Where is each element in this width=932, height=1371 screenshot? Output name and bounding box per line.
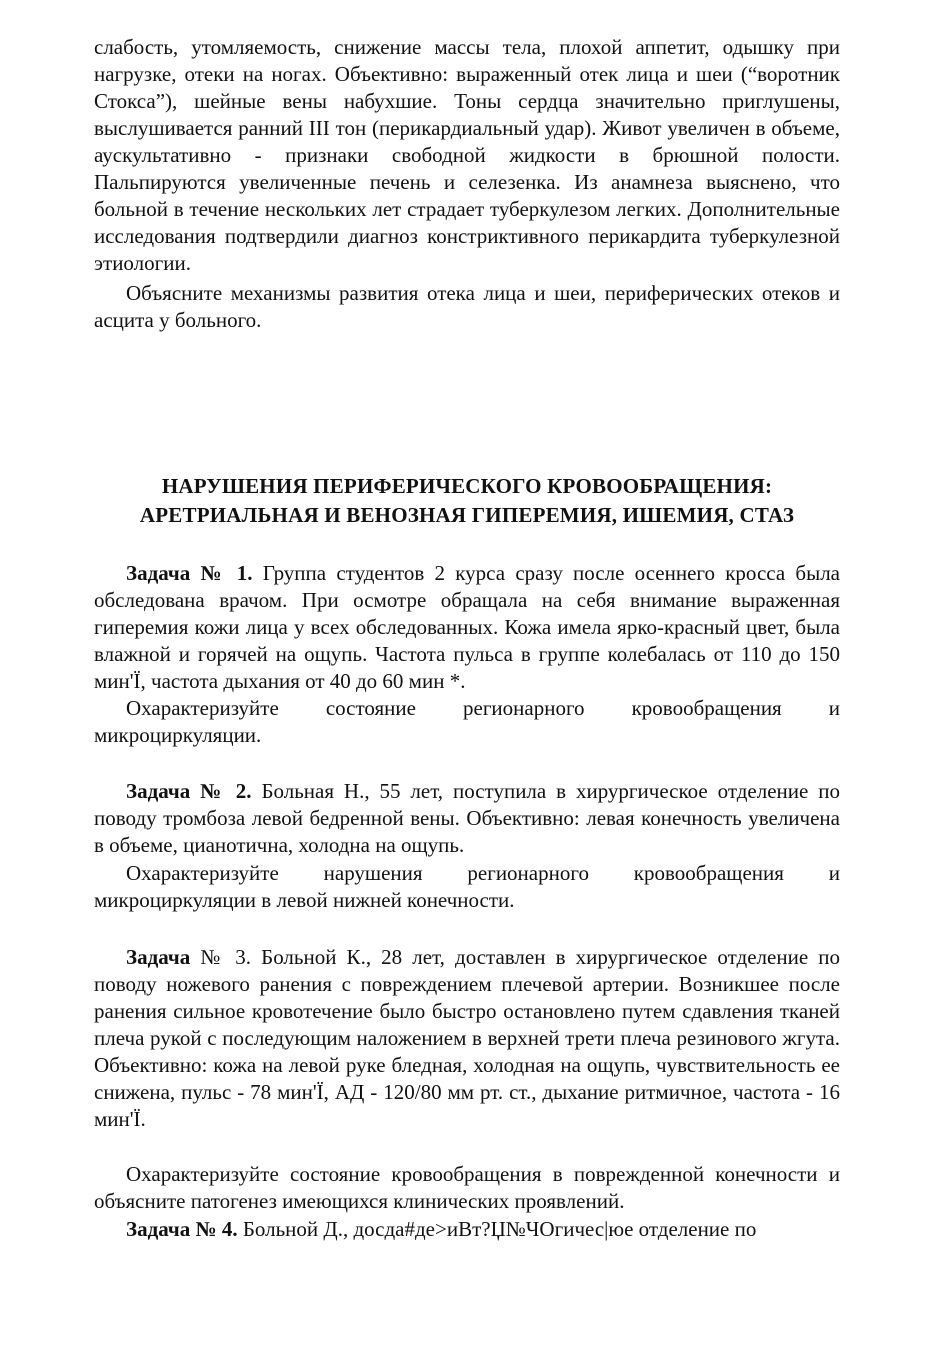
section-title (94, 472, 840, 530)
task-4-text (94, 1216, 840, 1243)
task-3-body: № 3. Больной К., 28 лет, доставлен в хирургическое отделение по поводу ножевого ранения с повреждением плечевой артерии. Возникшее после ранения сильное кровотечение было быстро остановлено путем сдавления тканей плеча рукой с последующим наложением в верхней трети плеча резинового жгута. Объективно: кожа на левой руке бледная, холодная на ощупь, чувствительность ее снижена, пульс - 78 мин'Ї, АД - 120/80 мм рт. ст., дыхание ритмичное, частота - 16 мин'Ї. (94, 945, 840, 1131)
task-1-label: Задача № 1. (126, 561, 253, 585)
task-4-label: Задача № 4. (126, 1217, 238, 1241)
task-1-question: Охарактеризуйте состояние регионарного кровообращения и микроциркуляции. (94, 696, 840, 747)
task-1-text (94, 560, 840, 695)
task-3-label: Задача (126, 945, 191, 969)
task-2-body: Больная Н., 55 лет, поступила в хирургическое отделение по поводу тромбоза левой бедренной вены. Объективно: левая конечность увеличена в объеме, цианотична, холодна на ощупь. (94, 779, 841, 857)
section-title-line-1: НАРУШЕНИЯ ПЕРИФЕРИЧЕСКОГО КРОВООБРАЩЕНИЯ: (161, 474, 773, 498)
case-continuation-text: слабость, утомляемость, снижение массы тела, плохой аппетит, одышку при нагрузке, отеки на ногах. Объективно: выраженный отек лица и шеи (“воротник Стокса”), шейные вены набухшие. Тоны сердца значительно приглушены, выслушивается ранний III тон (перикардиальный удар). Живот увеличен в объеме, аускультативно - признаки свободной жидкости в брюшной полости. Пальпируются увеличенные печень и селезенка. Из анамнеза выяснено, что больной в течение нескольких лет страдает туберкулезом легких. Дополнительные исследования подтвердили диагноз констриктивного перикардита туберкулезной этиологии. (94, 35, 840, 275)
task-2-question: Охарактеризуйте нарушения регионарного кровообращения и микроциркуляции в левой нижней конечности. (94, 861, 840, 912)
task-2-label: Задача № 2. (126, 779, 252, 803)
task-3-question: Охарактеризуйте состояние кровообращения в поврежденной конечности и объясните патогенез имеющихся клинических проявлений. (94, 1162, 840, 1213)
section-title-line-2: АРЕТРИАЛЬНАЯ И ВЕНОЗНАЯ ГИПЕРЕМИЯ, ИШЕМИЯ, СТАЗ (139, 503, 795, 527)
case-question: Объясните механизмы развития отека лица и шеи, периферических отеков и асцита у больного. (94, 281, 840, 332)
task-4-body: Больной Д., досда#де>иВт?Џ№ЧОгичес|юе отделение по (237, 1217, 757, 1241)
task-2-text (94, 778, 840, 859)
task-1-body: Группа студентов 2 курса сразу после осеннего кросса была обследована врачом. При осмотре обращала на себя внимание выраженная гиперемия кожи лица у всех обследованных. Кожа имела ярко-красный цвет, была влажной и горячей на ощупь. Частота пульса в группе колебалась от 110 до 150 мин'Ї, частота дыхания от 40 до 60 мин *. (94, 561, 841, 693)
task-3-text (94, 944, 840, 1133)
